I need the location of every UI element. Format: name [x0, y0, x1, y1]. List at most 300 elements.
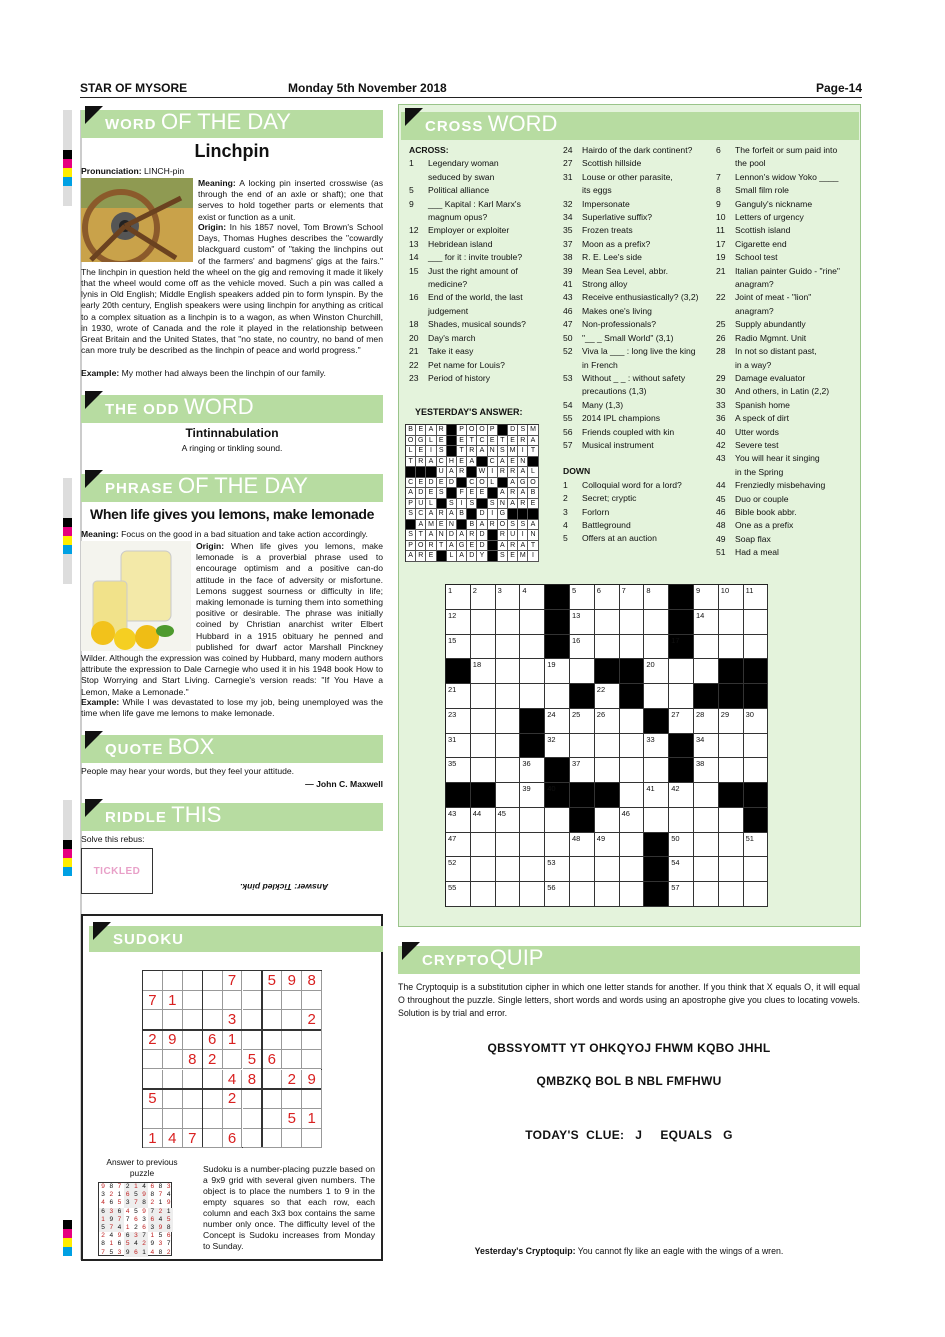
- clue-26: 26 Radio Mgmnt. Unit: [716, 332, 807, 343]
- grid-cell[interactable]: [446, 758, 471, 783]
- word-example: Example: My mother had always been the linchpin of our family.: [81, 368, 326, 378]
- grid-cell[interactable]: [744, 635, 769, 660]
- answer-cell: T: [406, 457, 416, 468]
- sudoku-answer-cell: 4: [166, 1191, 171, 1199]
- sudoku-cell[interactable]: 7: [223, 971, 243, 991]
- sudoku-answer-cell: 2: [150, 1199, 155, 1207]
- answer-cell: M: [508, 446, 518, 457]
- sudoku-cell[interactable]: 8: [302, 971, 322, 991]
- sudoku-cell[interactable]: [143, 1109, 163, 1129]
- sudoku-cell[interactable]: [203, 1129, 223, 1149]
- clue-51: 51 Had a meal: [716, 547, 779, 558]
- sudoku-cell[interactable]: 5: [243, 1050, 263, 1070]
- grid-cell[interactable]: [620, 808, 645, 833]
- clue-22: 22 Joint of meat - "lion": [716, 292, 812, 303]
- grid-cell[interactable]: [496, 659, 521, 684]
- sudoku-answer-cell: 8: [158, 1183, 163, 1190]
- grid-cell[interactable]: [694, 882, 719, 907]
- grid-cell[interactable]: [496, 635, 521, 660]
- sudoku-answer-cell: 6: [150, 1183, 155, 1190]
- grid-cell[interactable]: [595, 709, 620, 734]
- grid-cell[interactable]: [446, 882, 471, 907]
- answer-cell: A: [518, 467, 528, 478]
- grid-cell[interactable]: [471, 833, 496, 858]
- grid-cell[interactable]: [719, 610, 744, 635]
- grid-cell[interactable]: [446, 709, 471, 734]
- phrase-banner: PHRASE OF THE DAY: [81, 474, 383, 502]
- grid-cell[interactable]: [570, 857, 595, 882]
- clue-23: 23 Period of history: [409, 372, 491, 383]
- grid-cell[interactable]: [471, 684, 496, 709]
- grid-cell[interactable]: [545, 857, 570, 882]
- answer-cell: T: [467, 436, 477, 447]
- sudoku-cell[interactable]: 8: [243, 1070, 263, 1090]
- grid-cell[interactable]: [694, 585, 719, 610]
- sudoku-cell[interactable]: 6: [223, 1129, 243, 1149]
- sudoku-cell[interactable]: [243, 1010, 263, 1030]
- grid-cell[interactable]: [719, 882, 744, 907]
- sudoku-cell[interactable]: 7: [183, 1129, 203, 1149]
- answer-cell: R: [508, 488, 518, 499]
- clue-49: 49 Soap flax: [716, 533, 771, 544]
- grid-cell[interactable]: [719, 585, 744, 610]
- sudoku-answer-cell: 6: [124, 1232, 132, 1240]
- sudoku-answer-cell: 9: [142, 1207, 146, 1215]
- grid-cell[interactable]: [644, 808, 669, 833]
- sudoku-cell[interactable]: 6: [203, 1030, 223, 1050]
- sudoku-answer-cell: 3: [148, 1224, 156, 1232]
- grid-cell[interactable]: [744, 833, 769, 858]
- sudoku-answer-cell: 6: [134, 1215, 138, 1223]
- grid-cell[interactable]: [595, 610, 620, 635]
- sudoku-cell[interactable]: 2: [223, 1089, 243, 1109]
- answer-cell: S: [447, 499, 457, 510]
- sudoku-cell[interactable]: [143, 1010, 163, 1030]
- sudoku-cell[interactable]: [243, 1109, 263, 1129]
- clue-9: 9 ___ Kapital : Karl Marx's: [409, 198, 521, 209]
- sudoku-answer-cell: 6: [132, 1249, 140, 1257]
- grid-cell[interactable]: [620, 857, 645, 882]
- sudoku-cell[interactable]: [262, 1030, 282, 1050]
- clue-cont: medicine?: [428, 279, 468, 290]
- sudoku-cell[interactable]: 1: [302, 1109, 322, 1129]
- grid-cell[interactable]: [570, 635, 595, 660]
- answer-cell: O: [477, 478, 487, 489]
- grid-cell[interactable]: [644, 585, 669, 610]
- grid-cell[interactable]: [520, 610, 545, 635]
- grid-cell[interactable]: [669, 709, 694, 734]
- clue-21: 21 Italian painter Guido - "rine": [716, 265, 840, 276]
- clue-34: 34 Superlative suffix?: [563, 212, 653, 223]
- answer-cell: [416, 467, 426, 478]
- grid-black-cell: [719, 783, 744, 808]
- grid-cell[interactable]: [520, 783, 545, 808]
- grid-cell[interactable]: [520, 684, 545, 709]
- grid-cell[interactable]: [471, 585, 496, 610]
- sudoku-cell[interactable]: 4: [163, 1129, 183, 1149]
- sudoku-cell[interactable]: [282, 1050, 302, 1070]
- sudoku-cell[interactable]: [243, 991, 263, 1011]
- grid-cell[interactable]: [496, 783, 521, 808]
- grid-cell[interactable]: [570, 585, 595, 610]
- sudoku-cell[interactable]: [183, 1089, 203, 1109]
- answer-cell: [457, 478, 467, 489]
- grid-cell[interactable]: [744, 709, 769, 734]
- grid-cell[interactable]: [496, 684, 521, 709]
- grid-cell[interactable]: [471, 808, 496, 833]
- grid-cell[interactable]: [595, 758, 620, 783]
- sudoku-cell[interactable]: [262, 991, 282, 1011]
- grid-cell[interactable]: [719, 709, 744, 734]
- grid-cell[interactable]: [545, 882, 570, 907]
- sudoku-cell[interactable]: [243, 1030, 263, 1050]
- grid-cell[interactable]: [719, 833, 744, 858]
- clue-25: 25 Supply abundantly: [716, 319, 806, 330]
- sudoku-cell[interactable]: [243, 1129, 263, 1149]
- grid-cell[interactable]: [520, 758, 545, 783]
- sudoku-cell[interactable]: 7: [143, 991, 163, 1011]
- grid-cell[interactable]: [471, 709, 496, 734]
- grid-cell[interactable]: [694, 783, 719, 808]
- grid-cell[interactable]: [446, 808, 471, 833]
- grid-cell[interactable]: [669, 857, 694, 882]
- grid-cell[interactable]: [496, 833, 521, 858]
- grid-cell[interactable]: [644, 783, 669, 808]
- grid-cell[interactable]: [694, 635, 719, 660]
- sudoku-cell[interactable]: 2: [302, 1010, 322, 1030]
- grid-cell[interactable]: [694, 857, 719, 882]
- grid-cell[interactable]: [620, 734, 645, 759]
- sudoku-cell[interactable]: [243, 971, 263, 991]
- sudoku-cell[interactable]: [223, 1109, 243, 1129]
- sudoku-cell[interactable]: 1: [143, 1129, 163, 1149]
- sudoku-cell[interactable]: [163, 1070, 183, 1090]
- grid-cell[interactable]: [446, 833, 471, 858]
- grid-cell[interactable]: [644, 610, 669, 635]
- grid-cell[interactable]: [471, 734, 496, 759]
- grid-cell[interactable]: [446, 585, 471, 610]
- sudoku-cell[interactable]: [203, 1070, 223, 1090]
- grid-cell[interactable]: [545, 808, 570, 833]
- answer-cell: H: [447, 457, 457, 468]
- grid-cell[interactable]: [595, 635, 620, 660]
- answer-cell: E: [416, 425, 426, 436]
- answer-cell: [498, 425, 508, 436]
- grid-cell[interactable]: [620, 709, 645, 734]
- grid-cell[interactable]: [669, 783, 694, 808]
- sudoku-cell[interactable]: [223, 1050, 243, 1070]
- sudoku-cell[interactable]: [203, 991, 223, 1011]
- grid-cell[interactable]: [694, 659, 719, 684]
- clue-42: 42 Severe test: [716, 439, 779, 450]
- sudoku-cell[interactable]: [143, 1050, 163, 1070]
- grid-cell[interactable]: [520, 635, 545, 660]
- answer-cell: R: [488, 520, 498, 531]
- grid-cell[interactable]: [496, 857, 521, 882]
- grid-cell[interactable]: [595, 833, 620, 858]
- sudoku-cell[interactable]: [183, 1030, 203, 1050]
- sudoku-cell[interactable]: [262, 1089, 282, 1109]
- sudoku-cell[interactable]: [183, 1109, 203, 1129]
- grid-cell[interactable]: [644, 659, 669, 684]
- grid-cell[interactable]: [669, 808, 694, 833]
- grid-black-cell: [644, 709, 669, 734]
- grid-cell[interactable]: [570, 659, 595, 684]
- sudoku-cell[interactable]: 9: [302, 1070, 322, 1090]
- color-registration-bar: [63, 110, 72, 206]
- sudoku-cell[interactable]: [302, 1050, 322, 1070]
- grid-cell[interactable]: [595, 808, 620, 833]
- sudoku-cell[interactable]: [163, 971, 183, 991]
- grid-cell[interactable]: [446, 610, 471, 635]
- grid-cell[interactable]: [570, 833, 595, 858]
- grid-cell[interactable]: [471, 882, 496, 907]
- grid-cell[interactable]: [496, 808, 521, 833]
- answer-cell: E: [457, 436, 467, 447]
- sudoku-description: Sudoku is a number-placing puzzle based on a 9x9 grid with several given numbers. The object is to place the numbers 1 to 9 in the empty squares so that each row, each column and each 3x3 box contains the same number only once. The difficulty level of the Concept is Sudoku increases from Monday to Sunday.: [203, 1164, 375, 1251]
- answer-cell: [508, 509, 518, 520]
- sudoku-cell[interactable]: [302, 1129, 322, 1149]
- grid-cell[interactable]: [471, 635, 496, 660]
- grid-cell[interactable]: [694, 709, 719, 734]
- grid-cell[interactable]: [595, 684, 620, 709]
- grid-cell[interactable]: [570, 610, 595, 635]
- grid-cell[interactable]: [694, 833, 719, 858]
- grid-cell[interactable]: [446, 635, 471, 660]
- answer-cell: A: [518, 488, 528, 499]
- answer-cell: D: [467, 551, 477, 562]
- grid-cell[interactable]: [669, 882, 694, 907]
- grid-cell[interactable]: [744, 857, 769, 882]
- sudoku-answer-cell: 5: [134, 1207, 138, 1215]
- grid-cell[interactable]: [669, 684, 694, 709]
- sudoku-cell[interactable]: 9: [282, 971, 302, 991]
- grid-cell[interactable]: [496, 585, 521, 610]
- sudoku-cell[interactable]: [203, 1109, 223, 1129]
- sudoku-answer-cell: 2: [156, 1208, 164, 1216]
- sudoku-cell[interactable]: 3: [223, 1010, 243, 1030]
- sudoku-cell[interactable]: [163, 1010, 183, 1030]
- sudoku-cell[interactable]: 8: [183, 1050, 203, 1070]
- sudoku-cell[interactable]: [143, 1070, 163, 1090]
- grid-cell[interactable]: [570, 734, 595, 759]
- issue-date: Monday 5th November 2018: [288, 81, 447, 95]
- sudoku-cell[interactable]: [183, 991, 203, 1011]
- sudoku-cell[interactable]: [223, 991, 243, 1011]
- grid-cell[interactable]: [744, 882, 769, 907]
- sudoku-cell[interactable]: [262, 1109, 282, 1129]
- grid-cell[interactable]: [520, 659, 545, 684]
- grid-cell[interactable]: [545, 684, 570, 709]
- answer-cell: C: [416, 509, 426, 520]
- sudoku-cell[interactable]: [262, 1010, 282, 1030]
- grid-black-cell: [520, 709, 545, 734]
- grid-cell[interactable]: [744, 585, 769, 610]
- answer-cell: N: [437, 530, 447, 541]
- grid-cell[interactable]: [644, 734, 669, 759]
- grid-cell[interactable]: [446, 857, 471, 882]
- sudoku-answer-cell: 4: [109, 1232, 114, 1240]
- grid-cell[interactable]: [620, 783, 645, 808]
- sudoku-answer-cell: 3: [117, 1248, 122, 1256]
- sudoku-cell[interactable]: [282, 1089, 302, 1109]
- sudoku-cell[interactable]: [203, 971, 223, 991]
- cell-number: 22: [596, 685, 606, 694]
- sudoku-cell[interactable]: [282, 1129, 302, 1149]
- grid-cell[interactable]: [620, 882, 645, 907]
- cell-number: 12: [448, 610, 457, 620]
- sudoku-cell[interactable]: 1: [223, 1030, 243, 1050]
- grid-black-cell: [620, 659, 645, 684]
- sudoku-cell[interactable]: [163, 1050, 183, 1070]
- grid-cell[interactable]: [669, 659, 694, 684]
- sudoku-cell[interactable]: [302, 1030, 322, 1050]
- clue-32: 32 Impersonate: [563, 198, 630, 209]
- grid-cell[interactable]: [744, 734, 769, 759]
- answer-cell: D: [477, 530, 487, 541]
- cell-number: 7: [621, 586, 626, 595]
- answer-cell: L: [426, 436, 436, 447]
- grid-cell[interactable]: [719, 734, 744, 759]
- grid-black-cell: [644, 857, 669, 882]
- grid-cell[interactable]: [496, 709, 521, 734]
- grid-cell[interactable]: [520, 882, 545, 907]
- grid-cell[interactable]: [545, 709, 570, 734]
- cell-number: 43: [448, 808, 457, 818]
- grid-cell[interactable]: [545, 833, 570, 858]
- grid-cell[interactable]: [471, 659, 496, 684]
- sudoku-cell[interactable]: 4: [223, 1070, 243, 1090]
- grid-cell[interactable]: [595, 585, 620, 610]
- cell-number: 29: [720, 709, 730, 719]
- grid-cell[interactable]: [471, 758, 496, 783]
- clue-36: 36 A speck of dirt: [716, 413, 789, 424]
- sudoku-cell[interactable]: 5: [262, 971, 282, 991]
- sudoku-cell[interactable]: 5: [282, 1109, 302, 1129]
- answer-cell: E: [437, 436, 447, 447]
- grid-cell[interactable]: [520, 833, 545, 858]
- sudoku-cell[interactable]: [163, 1109, 183, 1129]
- sudoku-cell[interactable]: [302, 991, 322, 1011]
- grid-cell[interactable]: [620, 635, 645, 660]
- sudoku-cell[interactable]: 5: [143, 1089, 163, 1109]
- sudoku-answer-cell: 4: [115, 1224, 123, 1232]
- grid-cell[interactable]: [694, 808, 719, 833]
- sudoku-answer-cell: 8: [109, 1183, 114, 1190]
- grid-cell[interactable]: [644, 635, 669, 660]
- grid-cell[interactable]: [719, 758, 744, 783]
- grid-cell[interactable]: [620, 833, 645, 858]
- clue-27: 27 Scottish hillside: [563, 158, 642, 169]
- sudoku-cell[interactable]: [163, 1089, 183, 1109]
- grid-cell[interactable]: [694, 610, 719, 635]
- grid-cell[interactable]: [545, 734, 570, 759]
- answer-cell: T: [498, 436, 508, 447]
- sudoku-cell[interactable]: [143, 971, 163, 991]
- grid-cell[interactable]: [471, 857, 496, 882]
- grid-cell[interactable]: [620, 585, 645, 610]
- sudoku-cell[interactable]: [183, 971, 203, 991]
- phrase-title: When life gives you lemons, make lemonade: [89, 506, 375, 522]
- sudoku-cell[interactable]: [282, 1030, 302, 1050]
- answer-cell: Y: [477, 551, 487, 562]
- grid-cell[interactable]: [595, 734, 620, 759]
- grid-cell[interactable]: [570, 709, 595, 734]
- sudoku-cell[interactable]: 1: [163, 991, 183, 1011]
- clue-35: 35 Frozen treats: [563, 225, 633, 236]
- grid-cell[interactable]: [644, 758, 669, 783]
- grid-black-cell: [719, 659, 744, 684]
- sudoku-cell[interactable]: [183, 1070, 203, 1090]
- grid-cell[interactable]: [719, 635, 744, 660]
- grid-cell[interactable]: [719, 857, 744, 882]
- grid-cell[interactable]: [644, 684, 669, 709]
- grid-cell[interactable]: [744, 758, 769, 783]
- sudoku-cell[interactable]: [262, 1129, 282, 1149]
- cell-number: 9: [696, 586, 701, 595]
- sudoku-cell[interactable]: [183, 1010, 203, 1030]
- grid-cell[interactable]: [620, 610, 645, 635]
- clue-cont: in French: [582, 359, 618, 370]
- sudoku-cell[interactable]: 2: [203, 1050, 223, 1070]
- sudoku-cell[interactable]: 2: [282, 1070, 302, 1090]
- grid-cell[interactable]: [545, 659, 570, 684]
- grid-cell[interactable]: [669, 833, 694, 858]
- grid-cell[interactable]: [471, 610, 496, 635]
- answer-cell: A: [498, 457, 508, 468]
- grid-black-cell: [446, 659, 471, 684]
- clue-cont: anagram?: [735, 305, 774, 316]
- clue-29: 29 Damage evaluator: [716, 372, 806, 383]
- sudoku-cell[interactable]: [203, 1010, 223, 1030]
- cell-number: 55: [448, 883, 457, 892]
- answer-cell: E: [437, 478, 447, 489]
- cell-number: 34: [696, 734, 705, 744]
- grid-cell[interactable]: [620, 758, 645, 783]
- phrase-origin: Origin: When life gives you lemons, make lemonade is a proverbial phrase used to encourage optimism and a positive can-do attitude in the face of adversity or misfortune. Lemons suggest sourness or difficulty in life; making lemonade is turning them into something positive or desirable. The phrase was initially coined by Christian anarchist writer Elbert Hubbard in a 1915 obituary he penned and published for dwarf actor Marshall Pinckney Wilder. Although the expression was coined by Hubbard, many modern authors attribute the expression to Dale Carnegie who used it in his 1948 book How to Stop Worrying and Start Living. Carnegie's version reads: "If You Have a Lemon, Make a Lemonade.": [81, 541, 383, 697]
- sudoku-cell[interactable]: [203, 1089, 223, 1109]
- grid-cell[interactable]: [496, 758, 521, 783]
- grid-black-cell: [471, 783, 496, 808]
- grid-cell[interactable]: [744, 610, 769, 635]
- sudoku-cell[interactable]: [243, 1089, 263, 1109]
- grid-cell[interactable]: [694, 758, 719, 783]
- grid-cell[interactable]: [570, 758, 595, 783]
- grid-cell[interactable]: [446, 734, 471, 759]
- sudoku-cell[interactable]: [282, 1010, 302, 1030]
- grid-cell[interactable]: [520, 585, 545, 610]
- sudoku-cell[interactable]: 6: [262, 1050, 282, 1070]
- grid-cell[interactable]: [694, 734, 719, 759]
- cell-number: 25: [572, 709, 581, 719]
- grid-cell[interactable]: [595, 857, 620, 882]
- sudoku-cell[interactable]: [302, 1089, 322, 1109]
- sudoku-cell[interactable]: [262, 1070, 282, 1090]
- grid-cell[interactable]: [520, 857, 545, 882]
- sudoku-cell[interactable]: 2: [143, 1030, 163, 1050]
- grid-cell[interactable]: [496, 610, 521, 635]
- grid-cell[interactable]: [496, 882, 521, 907]
- grid-cell[interactable]: [496, 734, 521, 759]
- grid-cell[interactable]: [446, 684, 471, 709]
- grid-cell[interactable]: [520, 808, 545, 833]
- sudoku-cell[interactable]: 9: [163, 1030, 183, 1050]
- grid-cell[interactable]: [595, 882, 620, 907]
- grid-cell[interactable]: [719, 808, 744, 833]
- sudoku-cell[interactable]: [282, 991, 302, 1011]
- grid-cell[interactable]: [570, 882, 595, 907]
- clue-50: 50 "__ _ Small World" (3,1): [563, 332, 674, 343]
